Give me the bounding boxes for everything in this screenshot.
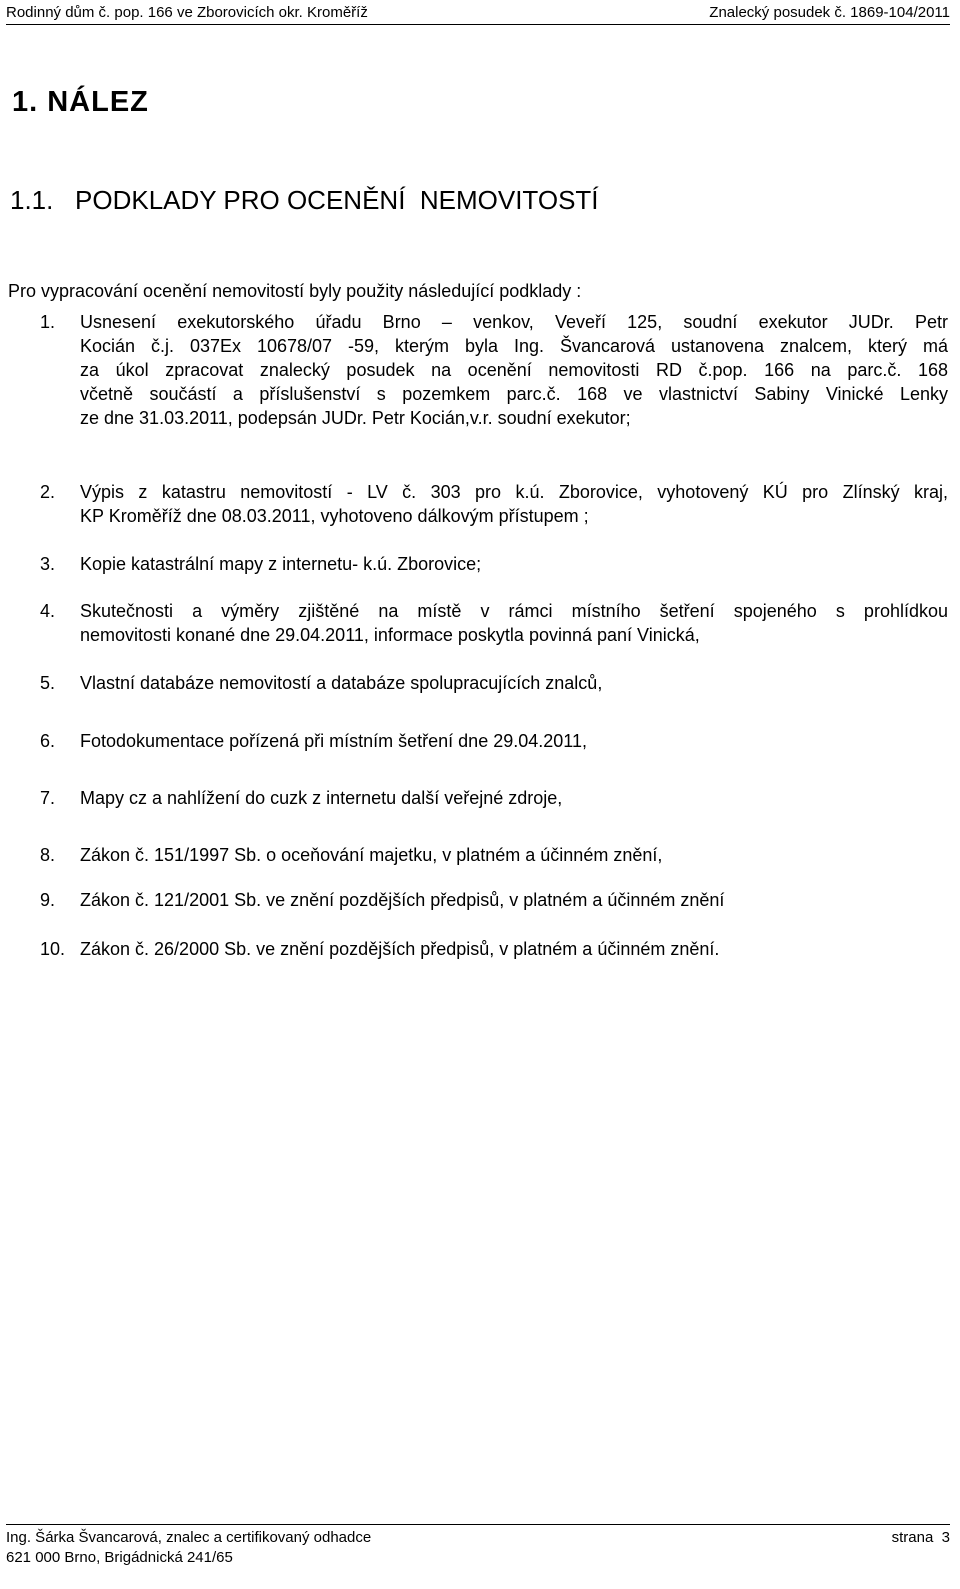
list-item-line: Zákon č. 121/2001 Sb. ve znění pozdějších předpisů, v platném a účinném znění — [80, 890, 725, 910]
list-item — [80, 480, 948, 528]
list-item-line: Skutečnosti a výměry zjištěné na místě v rámci místního šetření spojeného s prohlídkou — [80, 601, 948, 621]
footer-page-number: strana 3 — [891, 1529, 950, 1546]
section-title: 1. NÁLEZ — [12, 86, 149, 118]
list-item-number: 6. — [40, 731, 56, 751]
list-item-line: Usnesení exekutorského úřadu Brno – venkov, Veveří 125, soudní exekutor JUDr. Petr — [80, 312, 948, 332]
footer-address: 621 000 Brno, Brigádnická 241/65 — [6, 1549, 233, 1566]
list-item-number: 4. — [40, 601, 56, 621]
list-item-line: Mapy cz a nahlížení do cuzk z internetu další veřejné zdroje, — [80, 788, 563, 808]
list-item-line: Kocián č.j. 037Ex 10678/07 -59, kterým byla Ing. Švancarová ustanovena znalcem, který má — [80, 336, 948, 356]
list-item-number: 8. — [40, 845, 56, 865]
list-item-line: Vlastní databáze nemovitostí a databáze spolupracujících znalců, — [80, 673, 603, 693]
list-item — [80, 310, 948, 430]
list-item-line: Zákon č. 26/2000 Sb. ve znění pozdějších předpisů, v platném a účinném znění. — [80, 939, 720, 959]
list-item-number: 7. — [40, 788, 56, 808]
list-item-line: Fotodokumentace pořízená při místním šetření dne 29.04.2011, — [80, 731, 587, 751]
footer-author: Ing. Šárka Švancarová, znalec a certifikovaný odhadce — [6, 1529, 372, 1546]
list-item-line: Výpis z katastru nemovitostí - LV č. 303 pro k.ú. Zborovice, vyhotovený KÚ pro Zlínský kraj, — [80, 482, 948, 502]
list-item-line: KP Kroměříž dne 08.03.2011, vyhotoveno dálkovým přístupem ; — [80, 506, 589, 526]
list-item-number: 5. — [40, 673, 56, 693]
list-item-number: 2. — [40, 482, 56, 502]
list-item-line: ze dne 31.03.2011, podepsán JUDr. Petr Kocián,v.r. soudní exekutor; — [80, 408, 631, 428]
list-item-number: 3. — [40, 554, 56, 574]
list-item — [80, 552, 948, 576]
list-item-line: nemovitosti konané dne 29.04.2011, informace poskytla povinná paní Vinická, — [80, 625, 700, 645]
list-item-line: Kopie katastrální mapy z internetu- k.ú. Zborovice; — [80, 554, 482, 574]
list-item — [80, 937, 948, 961]
subsection-title: 1.1. PODKLADY PRO OCENĚNÍ NEMOVITOSTÍ — [10, 185, 599, 215]
header-left: Rodinný dům č. pop. 166 ve Zborovicích okr. Kroměříž — [6, 4, 368, 21]
header-divider — [6, 24, 950, 25]
list-item-number: 9. — [40, 890, 56, 910]
list-item-number: 1. — [40, 312, 56, 332]
intro-text: Pro vypracování ocenění nemovitostí byly použity následující podklady : — [8, 281, 582, 301]
list-item — [80, 671, 948, 695]
list-item — [80, 843, 948, 867]
footer-divider — [6, 1524, 950, 1525]
list-item-line: včetně součástí a příslušenství s pozemkem parc.č. 168 ve vlastnictví Sabiny Vinické Lenky — [80, 384, 948, 404]
list-item — [80, 729, 948, 753]
list-item-line: Zákon č. 151/1997 Sb. o oceňování majetku, v platném a účinném znění, — [80, 845, 663, 865]
header-right: Znalecký posudek č. 1869-104/2011 — [709, 4, 950, 21]
list-item-number: 10. — [40, 939, 66, 959]
list-item — [80, 786, 948, 810]
list-item — [80, 599, 948, 647]
list-item-line: za úkol zpracovat znalecký posudek na ocenění nemovitosti RD č.pop. 166 na parc.č. 168 — [80, 360, 948, 380]
list-item — [80, 888, 948, 912]
